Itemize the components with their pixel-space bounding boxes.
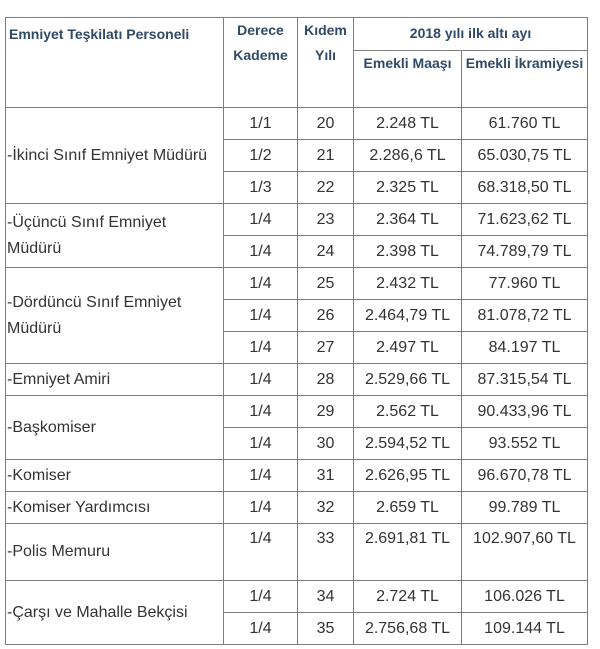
grade-cell: 1/4: [224, 396, 298, 428]
grade-cell: 1/4: [224, 332, 298, 364]
bonus-cell: 87.315,54 TL: [462, 364, 588, 396]
salary-cell: 2.756,68 TL: [354, 613, 462, 645]
table-body: [6, 108, 588, 645]
salary-cell: 2.594,52 TL: [354, 428, 462, 460]
salary-cell: 2.325 TL: [354, 172, 462, 204]
header-row-1: [6, 18, 588, 51]
personnel-group: -Dördüncü Sınıf Emniyet Müdürü: [6, 268, 224, 364]
header-seniority: Kıdem Yılı: [298, 18, 354, 108]
grade-cell: 1/4: [224, 613, 298, 645]
grade-cell: 1/1: [224, 108, 298, 140]
bonus-cell: 106.026 TL: [462, 581, 588, 613]
bonus-cell: 65.030,75 TL: [462, 140, 588, 172]
table-row: [6, 108, 588, 140]
bonus-cell: 84.197 TL: [462, 332, 588, 364]
salary-cell: 2.724 TL: [354, 581, 462, 613]
table-row: [6, 396, 588, 428]
bonus-cell: 68.318,50 TL: [462, 172, 588, 204]
personnel-group: -Başkomiser: [6, 396, 224, 460]
salary-cell: 2.364 TL: [354, 204, 462, 236]
salary-cell: 2.659 TL: [354, 492, 462, 524]
seniority-cell: 33: [298, 524, 354, 581]
grade-cell: 1/4: [224, 236, 298, 268]
salary-cell: 2.432 TL: [354, 268, 462, 300]
grade-cell: 1/4: [224, 524, 298, 581]
seniority-cell: 24: [298, 236, 354, 268]
header-pension-salary: Emekli Maaşı: [354, 51, 462, 108]
header-personnel: Emniyet Teşkilatı Personeli: [6, 18, 224, 108]
salary-cell: 2.464,79 TL: [354, 300, 462, 332]
seniority-cell: 28: [298, 364, 354, 396]
grade-cell: 1/4: [224, 268, 298, 300]
bonus-cell: 99.789 TL: [462, 492, 588, 524]
personnel-group: -Komiser Yardımcısı: [6, 492, 224, 524]
bonus-cell: 102.907,60 TL: [462, 524, 588, 581]
bonus-cell: 109.144 TL: [462, 613, 588, 645]
bonus-cell: 71.623,62 TL: [462, 204, 588, 236]
grade-cell: 1/3: [224, 172, 298, 204]
pension-table: [5, 17, 588, 645]
bonus-cell: 90.433,96 TL: [462, 396, 588, 428]
seniority-cell: 21: [298, 140, 354, 172]
pension-table-container: [5, 17, 587, 637]
table-row: [6, 492, 588, 524]
seniority-cell: 23: [298, 204, 354, 236]
grade-cell: 1/4: [224, 364, 298, 396]
grade-cell: 1/4: [224, 428, 298, 460]
bonus-cell: 77.960 TL: [462, 268, 588, 300]
bonus-cell: 93.552 TL: [462, 428, 588, 460]
seniority-cell: 25: [298, 268, 354, 300]
personnel-group: -Komiser: [6, 460, 224, 492]
salary-cell: 2.529,66 TL: [354, 364, 462, 396]
grade-cell: 1/4: [224, 204, 298, 236]
personnel-group: -Çarşı ve Mahalle Bekçisi: [6, 581, 224, 645]
bonus-cell: 74.789,79 TL: [462, 236, 588, 268]
grade-cell: 1/4: [224, 300, 298, 332]
salary-cell: 2.497 TL: [354, 332, 462, 364]
header-pension-bonus: Emekli İkramiyesi: [462, 51, 588, 108]
seniority-cell: 35: [298, 613, 354, 645]
seniority-cell: 30: [298, 428, 354, 460]
salary-cell: 2.398 TL: [354, 236, 462, 268]
grade-cell: 1/4: [224, 581, 298, 613]
seniority-cell: 26: [298, 300, 354, 332]
table-row: [6, 524, 588, 581]
table-row: [6, 268, 588, 300]
grade-cell: 1/4: [224, 492, 298, 524]
seniority-cell: 32: [298, 492, 354, 524]
seniority-cell: 20: [298, 108, 354, 140]
salary-cell: 2.248 TL: [354, 108, 462, 140]
table-row: [6, 364, 588, 396]
grade-cell: 1/4: [224, 460, 298, 492]
seniority-cell: 29: [298, 396, 354, 428]
table-row: [6, 460, 588, 492]
personnel-group: -İkinci Sınıf Emniyet Müdürü: [6, 108, 224, 204]
salary-cell: 2.691,81 TL: [354, 524, 462, 581]
salary-cell: 2.562 TL: [354, 396, 462, 428]
table-row: [6, 581, 588, 613]
grade-cell: 1/2: [224, 140, 298, 172]
seniority-cell: 31: [298, 460, 354, 492]
table-row: [6, 204, 588, 236]
bonus-cell: 61.760 TL: [462, 108, 588, 140]
personnel-group: -Polis Memuru: [6, 524, 224, 581]
seniority-cell: 34: [298, 581, 354, 613]
seniority-cell: 22: [298, 172, 354, 204]
bonus-cell: 81.078,72 TL: [462, 300, 588, 332]
salary-cell: 2.626,95 TL: [354, 460, 462, 492]
personnel-group: -Emniyet Amiri: [6, 364, 224, 396]
salary-cell: 2.286,6 TL: [354, 140, 462, 172]
seniority-cell: 27: [298, 332, 354, 364]
header-period: 2018 yılı ilk altı ayı: [354, 18, 588, 51]
personnel-group: -Üçüncü Sınıf Emniyet Müdürü: [6, 204, 224, 268]
bonus-cell: 96.670,78 TL: [462, 460, 588, 492]
header-grade: Derece Kademe: [224, 18, 298, 108]
